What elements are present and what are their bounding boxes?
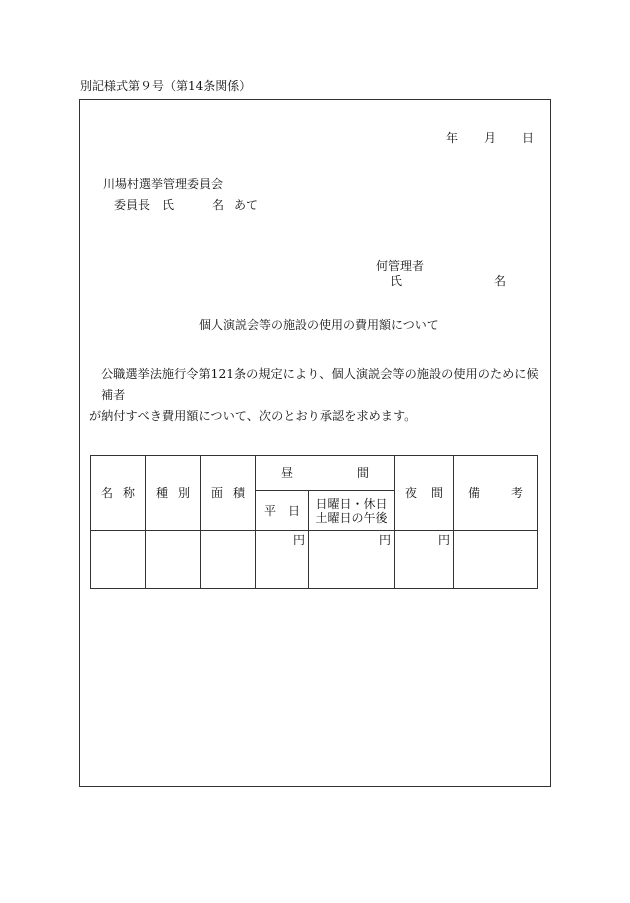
applicant-name-line (390, 274, 506, 288)
cell-holiday-fee: 円 (309, 531, 395, 589)
form-number: 別記様式第９号（第14条関係） (80, 79, 252, 93)
cell-area (201, 531, 256, 589)
cell-remarks (454, 531, 538, 589)
header-remarks: 備 考 (454, 456, 538, 531)
document-title: 個人演説会等の施設の使用の費用額について (199, 318, 439, 332)
addressee-suffix: あて (234, 198, 259, 212)
cell-weekday-fee: 円 (256, 531, 309, 589)
header-name: 名 称 (91, 456, 146, 531)
addressee-name-line (114, 198, 258, 212)
header-kind: 種 別 (146, 456, 201, 531)
date-month-label: 月 (484, 131, 497, 145)
header-holiday: 日曜日・休日 土曜日の午後 (309, 491, 395, 531)
applicant-given-label: 名 (494, 274, 507, 288)
date-day-label: 日 (522, 131, 535, 145)
body-text (89, 364, 544, 427)
addressee-title: 委員長 (114, 198, 151, 212)
applicant-title: 何管理者 (376, 259, 425, 273)
addressee-organization: 川場村選挙管理委員会 (103, 177, 224, 191)
cell-kind (146, 531, 201, 589)
header-night: 夜 間 (395, 456, 454, 531)
date-line (446, 131, 534, 145)
body-line-1: 公職選挙法施行令第121条の規定により、個人演説会等の施設の使用のために候補者 (101, 367, 539, 402)
date-year-label: 年 (446, 131, 459, 145)
header-area: 面 積 (201, 456, 256, 531)
header-daytime: 昼 間 (256, 456, 395, 491)
cell-night-fee: 円 (395, 531, 454, 589)
header-weekday: 平 日 (256, 491, 309, 531)
fee-table (90, 455, 538, 589)
applicant-surname-label: 氏 (390, 274, 403, 288)
addressee-surname-label: 氏 (162, 198, 175, 212)
body-line-2: が納付すべき費用額について、次のとおり承認を求めます。 (89, 409, 417, 423)
cell-name (91, 531, 146, 589)
addressee-given-label: 名 (212, 198, 225, 212)
